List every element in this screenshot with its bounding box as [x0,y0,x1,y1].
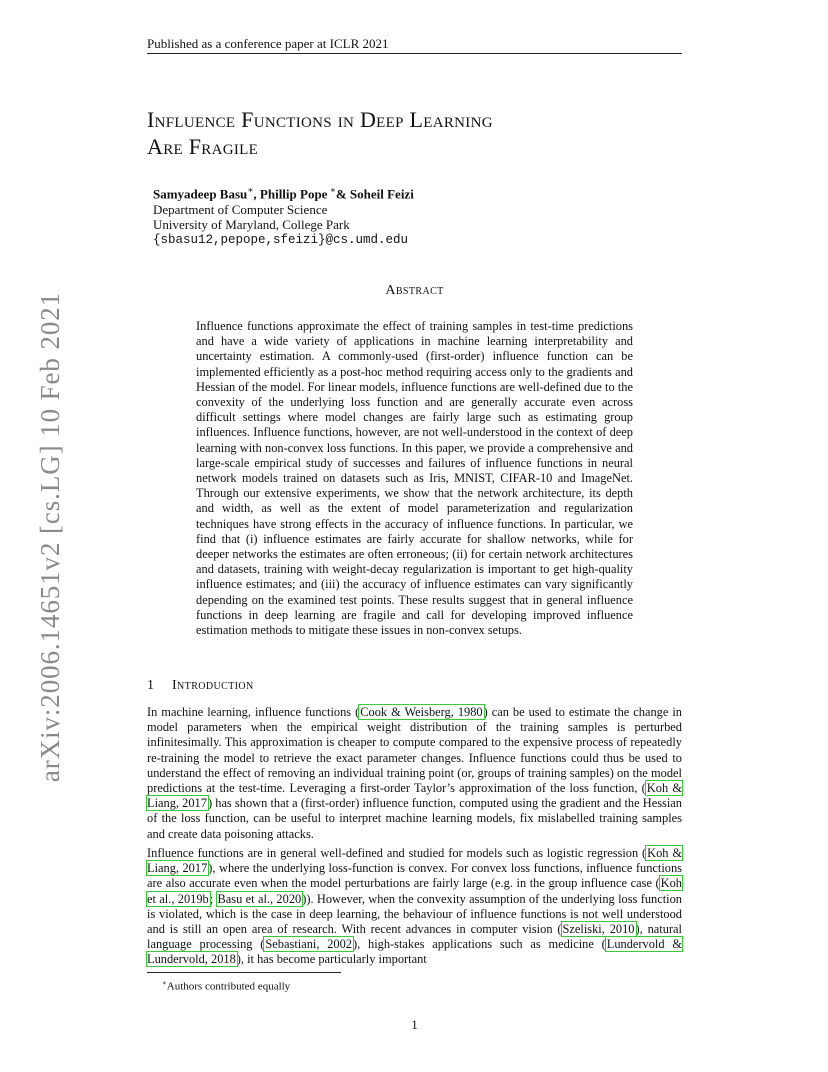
paragraph-text: ), it has become particularly important [236,952,427,967]
citation-link[interactable]: Lundervold & Lundervold, 2018 [147,937,682,967]
footnote-rule [147,972,341,973]
author-block [153,183,593,248]
paragraph-text: ; [209,891,217,906]
running-header: Published as a conference paper at ICLR 2021 [147,36,389,51]
author-name-3: & Soheil Feizi [335,186,414,202]
section-number: 1 [147,678,155,693]
author-name-2: Phillip Pope [259,186,328,202]
author-mark-1: ∗ [247,185,254,195]
paragraph-text: Influence functions are in general well-defined and studied for models such as logistic regression ( [147,846,647,860]
citation-link[interactable]: Koh et al., 2019b [147,876,682,906]
paper-title [147,106,687,160]
author-separator-1: , [253,186,260,202]
paragraph-text: ) has shown that a (first-order) influence function, computed using the gradient and the Hessian of the loss function, can be useful to interpret machine learning models, fix mislabelled training samples and create data poisoning attacks. [147,796,682,841]
citation-link[interactable]: Basu et al., 2020 [217,891,302,906]
paragraph-text: ), where the underlying loss-function is convex. For convex loss functions, influence functions are also accurate even when the model perturbations are fairly large (e.g. in the group influence case ( [147,861,682,891]
page-number: 1 [411,1017,418,1032]
intro-paragraph-1 [147,705,682,842]
footnote-text: Authors contributed equally [166,980,291,993]
citation-link[interactable]: Koh & Liang, 2017 [147,781,682,811]
abstract-body: Influence functions approximate the effect of training samples in test-time predictions and have a wide variety of applications in machine learning interpretability and uncertainty estimation. A commonly-used (first-order) influence function can be implemented efficiently as a post-hoc method requiring access only to the gradients and Hessian of the model. For linear models, influence functions are well-defined due to the convexity of the underlying loss function and are generally accurate even across difficult settings where model changes are fairly large such as estimating group influences. Influence functions, however, are not well-understood in the context of deep learning with non-convex loss functions. In this paper, we provide a comprehensive and large-scale empirical study of successes and failures of influence functions in neural network models trained on datasets such as Iris, MNIST, CIFAR-10 and ImageNet. Through our extensive experiments, we show that the network architecture, its depth and width, as well as the extent of model parameterization and regularization techniques have strong effects in the accuracy of influence functions. In particular, we find that (i) influence estimates are fairly accurate for shallow networks, while for deeper networks the estimates are often erroneous; (ii) for certain network architectures and datasets, training with weight-decay regularization is important to get high-quality influence estimates; and (iii) the accuracy of influence estimates can vary significantly depending on the examined test points. These results suggest that in general influence functions in deep learning are fragile and call for developing improved influence estimation methods to mitigate these issues in non-convex setups. [196,319,633,638]
paragraph-text: )). However, when the convexity assumption of the underlying loss function is violated, which is the case in deep learning, the behaviour of influence functions is not well understood and is still an open area of research. With recent advances in computer vision ( [147,891,682,937]
paragraph-text: ) can be used to estimate the change in model parameters when the empirical weight distribution of the training samples is perturbed infinitesimally. This approximation is cheaper to compute compared to the expensive process of repeatedly re-training the model to retrieve the exact parameter changes. Influence functions could thus be used to understand the effect of removing an individual training point (or, groups of training samples) on the model predictions at the test-time. Leveraging a first-order Taylor’s approximation of the loss function, ( [147,705,682,796]
arxiv-side-identifier: arXiv:2006.14651v2 [cs.LG] 10 Feb 2021 [35,291,65,783]
section-heading-introduction [147,677,682,695]
author-names [153,183,593,202]
citation-link[interactable]: Sebastiani, 2002 [265,937,352,952]
header-rule [147,53,682,54]
citation-link[interactable]: Cook & Weisberg, 1980 [360,705,483,719]
section-title: Introduction [172,678,254,693]
paragraph-text: In machine learning, influence functions ( [147,705,360,719]
intro-paragraph-2 [147,846,682,968]
author-university: University of Maryland, College Park [153,217,350,233]
footnote [162,976,462,994]
paragraph-text: ), high-stakes applications such as medicine ( [353,937,606,952]
title-line-1: Influence Functions in Deep Learning [147,107,493,132]
paragraph-text: ), natural language processing ( [147,922,682,952]
citation-link[interactable]: Koh & Liang, 2017 [147,846,682,876]
author-mark-2: ∗ [327,185,336,195]
citation-link[interactable]: Szeliski, 2010 [562,922,635,937]
abstract-heading: Abstract [385,283,444,298]
author-name-1: Samyadeep Basu [153,186,248,202]
author-email[interactable]: {sbasu12,pepope,sfeizi}@cs.umd.edu [153,232,409,247]
footnote-mark: ∗ [162,979,167,987]
title-line-2: Are Fragile [147,134,259,159]
author-department: Department of Computer Science [153,201,328,217]
